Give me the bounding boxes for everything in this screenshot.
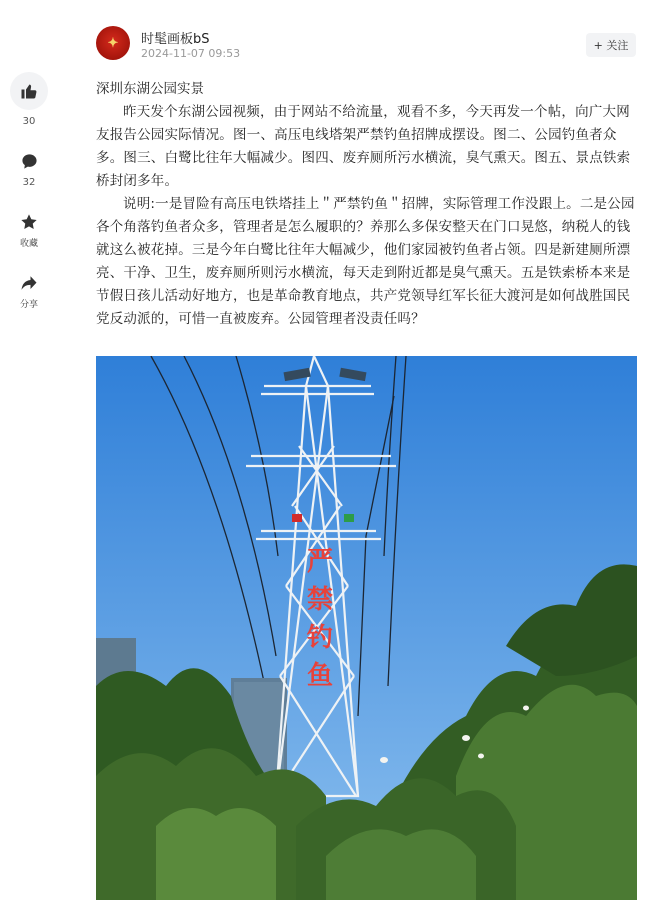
like-button[interactable] bbox=[8, 72, 50, 127]
avatar[interactable] bbox=[96, 26, 130, 60]
sign-char-2: 钓 bbox=[306, 622, 334, 652]
post-timestamp: 2024-11-07 09:53 bbox=[141, 47, 241, 60]
sign-char-1: 禁 bbox=[306, 584, 334, 614]
avatar-emblem-icon: ✦ bbox=[107, 35, 119, 51]
post-paragraph-1: 昨天发个东湖公园视频，由于网站不给流量，观看不多，今天再发一个帖，向广大网友报告公园实际情况。图一、高压电线塔架严禁钓鱼招牌成摆设。图二、公园钓鱼者众多。图三、白鹭比往年大幅减少。图四、废弃厕所污水横流，臭气熏天。图五、景点铁索桥封闭多年。 bbox=[96, 104, 631, 189]
tower-flag-red bbox=[292, 514, 302, 522]
favorite-button[interactable] bbox=[8, 202, 50, 249]
like-count: 30 bbox=[22, 116, 36, 127]
share-arrow-icon bbox=[19, 273, 39, 293]
post-photo[interactable] bbox=[96, 356, 637, 900]
comment-bubble-icon bbox=[19, 151, 39, 171]
author-name[interactable]: 时髦画板bS bbox=[141, 32, 210, 47]
share-label: 分享 bbox=[19, 300, 38, 310]
post-title: 深圳东湖公园实景 bbox=[96, 81, 204, 97]
comment-button[interactable] bbox=[8, 141, 50, 188]
comment-count: 32 bbox=[22, 177, 36, 188]
share-button[interactable] bbox=[8, 263, 50, 310]
follow-button[interactable]: + 关注 bbox=[586, 33, 636, 57]
sign-char-3: 鱼 bbox=[306, 660, 334, 690]
star-icon bbox=[19, 212, 39, 232]
sign-char-0: 严 bbox=[306, 546, 334, 576]
post-paragraph-2: 说明:一是冒险有高压电铁塔挂上＂严禁钓鱼＂招牌，实际管理工作没跟上。二是公园各个角落钓鱼者众多，管理者是怎么履职的？养那么多保安整天在门口晃悠，纳税人的钱就这么被花掉。三是今年白鹭比往年大幅减少，他们家园被钓鱼者占领。四是新建厕所漂亮、干净、卫生，废弃厕所则污水横流，每天走到附近都是臭气熏天。五是铁索桥本来是节假日孩儿活动好地方，也是革命教育地点，共产党领导红军长征大渡河是如何战胜国民党反动派的，可惜一直被废弃。公园管理者没责任吗？ bbox=[96, 196, 635, 327]
action-rail bbox=[8, 72, 50, 324]
thumbs-up-icon bbox=[10, 72, 48, 110]
tower-flag-green bbox=[344, 514, 354, 522]
post-body bbox=[96, 78, 638, 331]
favorite-label: 收藏 bbox=[19, 239, 38, 249]
post-header bbox=[96, 26, 638, 66]
